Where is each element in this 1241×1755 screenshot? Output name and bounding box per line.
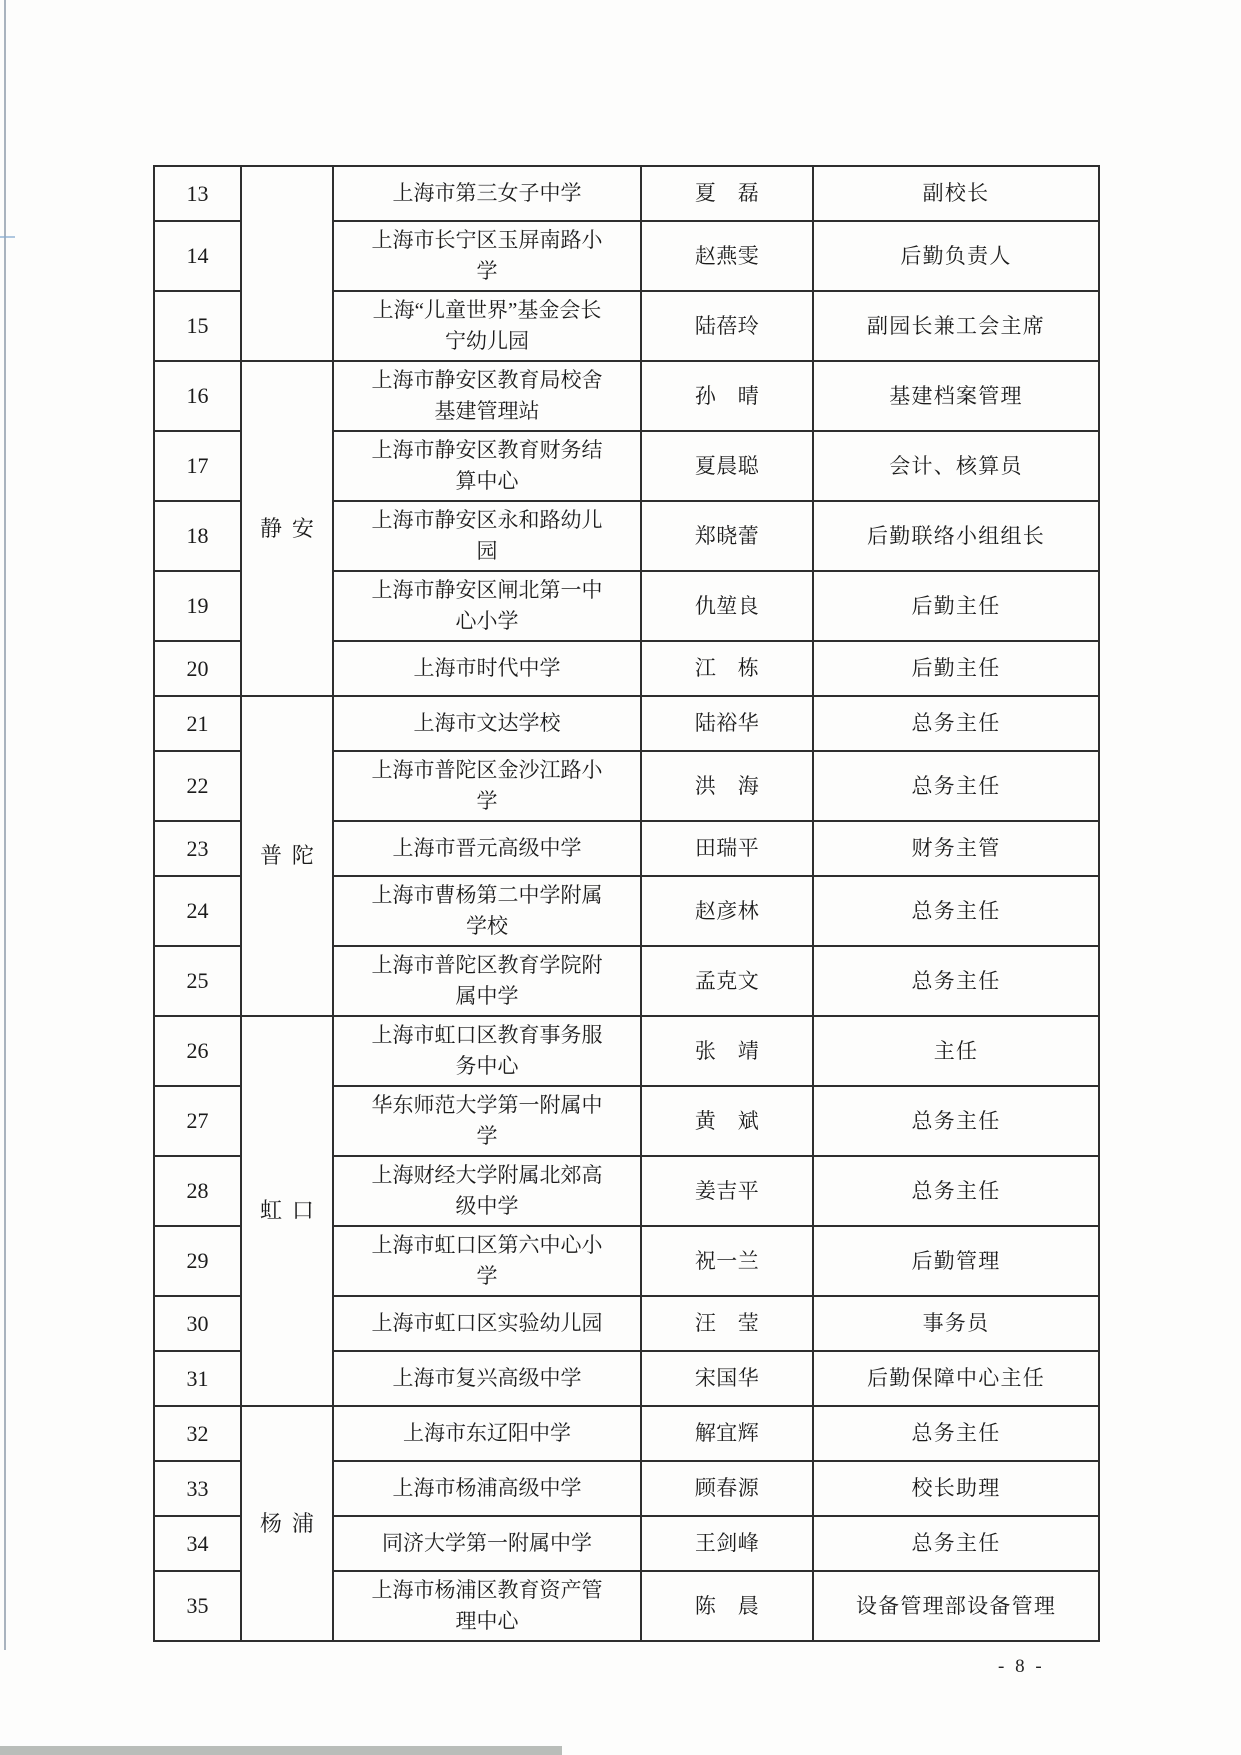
cell-job-title: 总务主任 (813, 751, 1099, 821)
cell-row-number: 25 (154, 946, 241, 1016)
cell-person-name: 张 靖 (641, 1016, 813, 1086)
school-name-text: 上海市普陀区金沙江路小学 (371, 757, 603, 813)
cell-district: 虹口 (241, 1016, 333, 1406)
cell-person-name: 陆裕华 (641, 696, 813, 751)
cell-job-title: 财务主管 (813, 821, 1099, 876)
cell-job-title: 后勤保障中心主任 (813, 1351, 1099, 1406)
cell-school (333, 641, 641, 696)
cell-row-number: 15 (154, 291, 241, 361)
school-name-text: 上海市虹口区第六中心小学 (371, 1232, 603, 1288)
cell-row-number: 24 (154, 876, 241, 946)
cell-school (333, 876, 641, 946)
cell-job-title: 后勤主任 (813, 571, 1099, 641)
cell-school (333, 571, 641, 641)
cell-person-name: 洪 海 (641, 751, 813, 821)
school-name-text: 上海市虹口区实验幼儿园 (371, 1310, 603, 1335)
cell-district: 杨浦 (241, 1406, 333, 1641)
cell-job-title: 副园长兼工会主席 (813, 291, 1099, 361)
school-name-text: 上海市长宁区玉屏南路小学 (371, 227, 603, 283)
school-name-text: 上海市静安区闸北第一中心小学 (371, 577, 603, 633)
school-name-text: 华东师范大学第一附属中学 (371, 1092, 603, 1148)
school-name-text: 同济大学第一附属中学 (382, 1530, 592, 1555)
cell-row-number: 23 (154, 821, 241, 876)
cell-row-number: 21 (154, 696, 241, 751)
table-row (154, 1406, 1099, 1461)
cell-job-title: 总务主任 (813, 696, 1099, 751)
school-name-text: 上海市普陀区教育学院附属中学 (371, 952, 603, 1008)
cell-job-title: 总务主任 (813, 876, 1099, 946)
cell-job-title: 总务主任 (813, 1516, 1099, 1571)
cell-school (333, 1351, 641, 1406)
cell-job-title: 后勤管理 (813, 1226, 1099, 1296)
cell-school (333, 751, 641, 821)
cell-person-name: 黄 斌 (641, 1086, 813, 1156)
cell-school (333, 291, 641, 361)
cell-job-title: 事务员 (813, 1296, 1099, 1351)
cell-person-name: 夏晨聪 (641, 431, 813, 501)
cell-row-number: 35 (154, 1571, 241, 1641)
cell-person-name: 王剑峰 (641, 1516, 813, 1571)
cell-row-number: 19 (154, 571, 241, 641)
cell-person-name: 赵彦林 (641, 876, 813, 946)
school-name-text: 上海市静安区永和路幼儿园 (371, 507, 603, 563)
cell-job-title: 总务主任 (813, 1086, 1099, 1156)
cell-row-number: 34 (154, 1516, 241, 1571)
cell-school (333, 1406, 641, 1461)
cell-person-name: 仇堃良 (641, 571, 813, 641)
table-row (154, 166, 1099, 221)
roster-table-body (154, 166, 1099, 1641)
cell-school (333, 431, 641, 501)
cell-job-title: 后勤负责人 (813, 221, 1099, 291)
cell-person-name: 江 栋 (641, 641, 813, 696)
cell-person-name: 郑晓蕾 (641, 501, 813, 571)
school-name-text: 上海市东辽阳中学 (403, 1420, 571, 1445)
cell-row-number: 17 (154, 431, 241, 501)
table-row (154, 361, 1099, 431)
cell-job-title: 总务主任 (813, 946, 1099, 1016)
school-name-text: 上海市曹杨第二中学附属学校 (371, 882, 603, 938)
cell-job-title: 总务主任 (813, 1406, 1099, 1461)
scan-left-edge-artifact (4, 0, 6, 1650)
school-name-text: 上海市晋元高级中学 (392, 835, 582, 860)
cell-job-title: 基建档案管理 (813, 361, 1099, 431)
cell-district (241, 166, 333, 361)
roster-table (153, 165, 1100, 1642)
cell-school (333, 946, 641, 1016)
cell-person-name: 陆蓓玲 (641, 291, 813, 361)
cell-row-number: 33 (154, 1461, 241, 1516)
cell-row-number: 28 (154, 1156, 241, 1226)
cell-school (333, 1571, 641, 1641)
cell-row-number: 27 (154, 1086, 241, 1156)
cell-job-title: 主任 (813, 1016, 1099, 1086)
cell-school (333, 1086, 641, 1156)
cell-row-number: 29 (154, 1226, 241, 1296)
cell-person-name: 姜吉平 (641, 1156, 813, 1226)
school-name-text: 上海市时代中学 (413, 655, 561, 680)
school-name-text: 上海“儿童世界”基金会长宁幼儿园 (372, 297, 602, 353)
cell-person-name: 夏 磊 (641, 166, 813, 221)
school-name-text: 上海市文达学校 (413, 710, 561, 735)
cell-job-title: 设备管理部设备管理 (813, 1571, 1099, 1641)
school-name-text: 上海市静安区教育局校舍基建管理站 (371, 367, 603, 423)
table-row (154, 1016, 1099, 1086)
cell-school (333, 696, 641, 751)
cell-school (333, 821, 641, 876)
scan-bottom-artifact (0, 1746, 562, 1755)
cell-row-number: 14 (154, 221, 241, 291)
school-name-text: 上海市复兴高级中学 (392, 1365, 582, 1390)
cell-school (333, 1156, 641, 1226)
school-name-text: 上海市杨浦高级中学 (392, 1475, 582, 1500)
cell-row-number: 30 (154, 1296, 241, 1351)
cell-person-name: 赵燕雯 (641, 221, 813, 291)
page-number: - 8 - (998, 1656, 1045, 1677)
cell-person-name: 孟克文 (641, 946, 813, 1016)
cell-school (333, 361, 641, 431)
school-name-text: 上海市杨浦区教育资产管理中心 (371, 1577, 603, 1633)
school-name-text: 上海市第三女子中学 (392, 180, 582, 205)
cell-row-number: 26 (154, 1016, 241, 1086)
cell-person-name: 田瑞平 (641, 821, 813, 876)
cell-row-number: 18 (154, 501, 241, 571)
school-name-text: 上海市虹口区教育事务服务中心 (371, 1022, 603, 1078)
cell-school (333, 1461, 641, 1516)
cell-job-title: 会计、核算员 (813, 431, 1099, 501)
cell-person-name: 汪 莹 (641, 1296, 813, 1351)
cell-row-number: 20 (154, 641, 241, 696)
cell-district: 普陀 (241, 696, 333, 1016)
cell-person-name: 陈 晨 (641, 1571, 813, 1641)
cell-school (333, 1226, 641, 1296)
cell-school (333, 1296, 641, 1351)
cell-school (333, 501, 641, 571)
cell-job-title: 校长助理 (813, 1461, 1099, 1516)
cell-row-number: 22 (154, 751, 241, 821)
cell-person-name: 孙 晴 (641, 361, 813, 431)
scan-blue-mark-artifact (0, 236, 15, 238)
cell-school (333, 166, 641, 221)
school-name-text: 上海财经大学附属北郊高级中学 (371, 1162, 603, 1218)
cell-row-number: 13 (154, 166, 241, 221)
cell-row-number: 31 (154, 1351, 241, 1406)
cell-row-number: 32 (154, 1406, 241, 1461)
cell-job-title: 后勤联络小组组长 (813, 501, 1099, 571)
cell-person-name: 顾春源 (641, 1461, 813, 1516)
cell-school (333, 1016, 641, 1086)
cell-school (333, 1516, 641, 1571)
cell-person-name: 宋国华 (641, 1351, 813, 1406)
cell-row-number: 16 (154, 361, 241, 431)
cell-job-title: 后勤主任 (813, 641, 1099, 696)
cell-person-name: 解宜辉 (641, 1406, 813, 1461)
cell-job-title: 总务主任 (813, 1156, 1099, 1226)
cell-school (333, 221, 641, 291)
table-row (154, 696, 1099, 751)
cell-job-title: 副校长 (813, 166, 1099, 221)
school-name-text: 上海市静安区教育财务结算中心 (371, 437, 603, 493)
cell-district: 静安 (241, 361, 333, 696)
cell-person-name: 祝一兰 (641, 1226, 813, 1296)
